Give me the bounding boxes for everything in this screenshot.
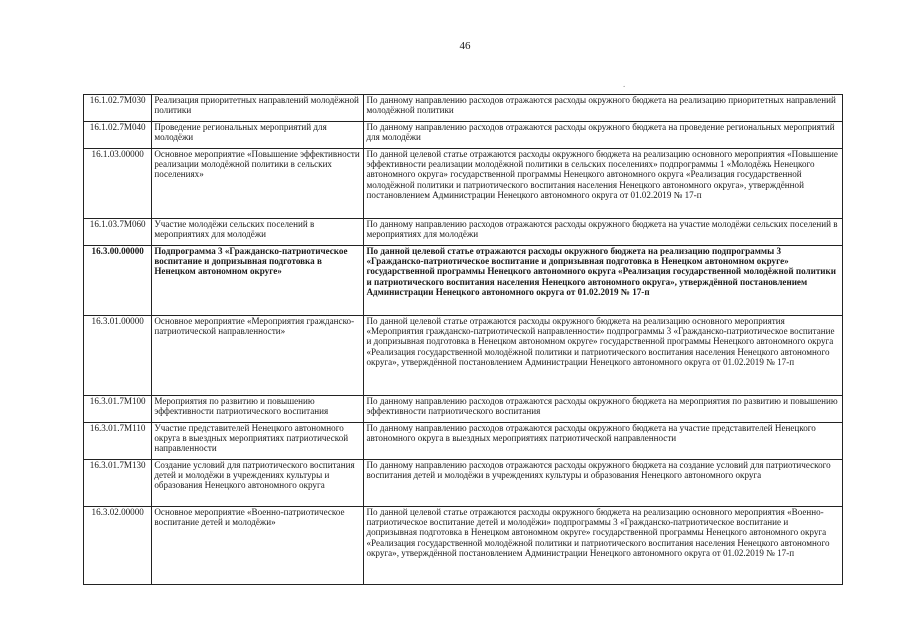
row-name: Основное мероприятие «Мероприятия гражданско-патриотической направленности» [152, 316, 364, 396]
row-description: По данной целевой статье отражаются расходы окружного бюджета на реализацию подпрограммы 3 «Гражданско-патриотическое воспитание и допризывная подготовка в Ненецком автономном округе» государственной программы Ненецкого автономного округа «Реализация государственной молодёжной политики и патриотического воспитания населения Ненецкого автономного округа», утверждённой постановлением Администрации Ненецкого автономного округа от 01.02.2019 № 17-п [364, 246, 843, 316]
row-description: По данной целевой статье отражаются расходы окружного бюджета на реализацию основного мероприятия «Мероприятия гражданско-патриотической направленности» подпрограммы 3 «Гражданско-патриотическое воспитание и допризывная подготовка в Ненецком автономном округе» государственной программы Ненецкого автономного округа «Реализация государственной молодёжной политики и патриотического воспитания населения Ненецкого автономного округа», утверждённой постановлением Администрации Ненецкого автономного округа от 01.02.2019 № 17-п [364, 316, 843, 396]
table-row [84, 316, 843, 396]
table-row [84, 122, 843, 149]
table-row [84, 95, 843, 122]
row-code: 16.1.02.7М030 [84, 95, 152, 122]
row-code: 16.3.01.00000 [84, 316, 152, 396]
row-name: Реализация приоритетных направлений молодёжной политики [152, 95, 364, 122]
row-code: 16.3.01.7М110 [84, 423, 152, 460]
row-code: 16.3.00.00000 [84, 246, 152, 316]
table-row [84, 219, 843, 246]
row-description: По данному направлению расходов отражаются расходы окружного бюджета на реализацию приоритетных направлений молодёжной политики [364, 95, 843, 122]
row-name: Участие представителей Ненецкого автономного округа в выездных мероприятиях патриотической направленности [152, 423, 364, 460]
table-body [84, 95, 843, 585]
table-row [84, 246, 843, 316]
row-name: Создание условий для патриотического воспитания детей и молодёжи в учреждениях культуры и образования Ненецкого автономного округа [152, 460, 364, 507]
table-row [84, 507, 843, 585]
row-description: По данной целевой статье отражаются расходы окружного бюджета на реализацию основного мероприятия «Военно-патриотическое воспитание детей и молодёжи» подпрограммы 3 «Гражданско-патриотическое воспитание и допризывная подготовка в Ненецком автономном округе» государственной программы Ненецкого автономного округа «Реализация государственной молодёжной политики и патриотического воспитания населения Ненецкого автономного округа», утверждённой постановлением Администрации Ненецкого автономного округа от 01.02.2019 № 17-п [364, 507, 843, 585]
row-name: Участие молодёжи сельских поселений в мероприятиях для молодёжи [152, 219, 364, 246]
stray-mark: . [623, 79, 626, 89]
row-description: По данному направлению расходов отражаются расходы окружного бюджета на участие молодёжи сельских поселений в мероприятиях для молодёжи [364, 219, 843, 246]
budget-classification-table [83, 94, 843, 585]
page-number: 46 [459, 40, 471, 52]
table-row [84, 149, 843, 219]
row-code: 16.3.01.7М100 [84, 396, 152, 423]
row-code: 16.1.03.00000 [84, 149, 152, 219]
row-code: 16.1.02.7М040 [84, 122, 152, 149]
row-code: 16.1.03.7М060 [84, 219, 152, 246]
row-name: Мероприятия по развитию и повышению эффективности патриотического воспитания [152, 396, 364, 423]
row-description: По данному направлению расходов отражаются расходы окружного бюджета на участие представителей Ненецкого автономного округа в выездных мероприятиях патриотической направленности [364, 423, 843, 460]
row-name: Подпрограмма 3 «Гражданско-патриотическое воспитание и допризывная подготовка в Ненецком автономном округе» [152, 246, 364, 316]
row-description: По данному направлению расходов отражаются расходы окружного бюджета на проведение региональных мероприятий для молодёжи [364, 122, 843, 149]
row-code: 16.3.02.00000 [84, 507, 152, 585]
row-name: Основное мероприятие «Повышение эффективности реализации молодёжной политики в сельских поселениях» [152, 149, 364, 219]
row-description: По данному направлению расходов отражаются расходы окружного бюджета на мероприятия по развитию и повышению эффективности патриотического воспитания [364, 396, 843, 423]
table-row [84, 423, 843, 460]
row-description: По данной целевой статье отражаются расходы окружного бюджета на реализацию основного мероприятия «Повышение эффективности реализации молодёжной политики в сельских поселениях» подпрограммы 1 «Молодёжь Ненецкого автономного округа» государственной программы Ненецкого автономного округа «Реализация государственной молодёжной политики и патриотического воспитания населения Ненецкого автономного округа», утверждённой постановлением Администрации Ненецкого автономного округа от 01.02.2019 № 17-п [364, 149, 843, 219]
row-code: 16.3.01.7М130 [84, 460, 152, 507]
row-description: По данному направлению расходов отражаются расходы окружного бюджета на создание условий для патриотического воспитания детей и молодёжи в учреждениях культуры и образования Ненецкого автономного округа [364, 460, 843, 507]
table-row [84, 460, 843, 507]
row-name: Основное мероприятие «Военно-патриотическое воспитание детей и молодёжи» [152, 507, 364, 585]
table-row [84, 396, 843, 423]
row-name: Проведение региональных мероприятий для молодёжи [152, 122, 364, 149]
